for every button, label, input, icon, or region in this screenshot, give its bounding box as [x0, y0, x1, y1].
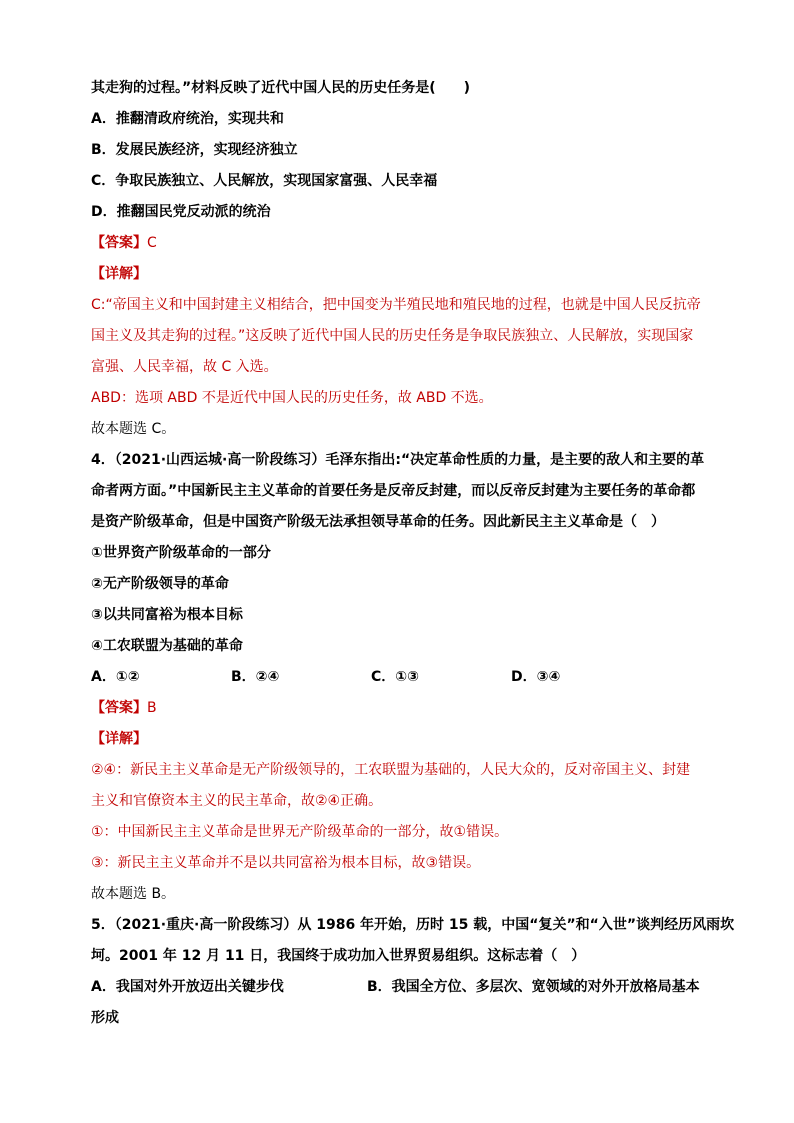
q3-option-a: A．推翻清政府统治，实现共和 [91, 111, 284, 127]
q3-stem-tail: 其走狗的过程。”材料反映了近代中国人民的历史任务是( ) [91, 80, 470, 96]
q3-conclusion: 故本题选 C。 [91, 421, 176, 437]
q4-conclusion: 故本题选 B。 [91, 886, 176, 902]
q4-option-c: C．①③ [371, 669, 419, 685]
q4-statement-3: ③以共同富裕为根本目标 [91, 607, 243, 623]
q3-answer-label: 【答案】 [91, 235, 147, 251]
q4-answer-value: B [147, 700, 157, 716]
q3-answer-value: C [147, 235, 157, 251]
q4-stem-line: 命者两方面。”中国新民主主义革命的首要任务是反帝反封建，而以反帝反封建为主要任务的革命都 [91, 483, 696, 499]
q4-statement-1: ①世界资产阶级革命的一部分 [91, 545, 271, 561]
q4-option-d: D．③④ [511, 669, 561, 685]
q3-option-c: C．争取民族独立、人民解放，实现国家富强、人民幸福 [91, 173, 438, 189]
q4-detail-line: ③：新民主主义革命并不是以共同富裕为根本目标，故③错误。 [91, 855, 481, 871]
q4-option-a: A．①② [91, 669, 140, 685]
q5-option-a: A．我国对外开放迈出关键步伐 [91, 979, 284, 995]
q4-detail-line: 主义和官僚资本主义的民主革命，故②④正确。 [91, 793, 383, 809]
q3-detail-line: 富强、人民幸福，故 C 入选。 [91, 359, 278, 375]
q3-detail-line: 国主义及其走狗的过程。”这反映了近代中国人民的历史任务是争取民族独立、人民解放，实现国家 [91, 328, 694, 344]
q3-detail-line: ABD：选项 ABD 不是近代中国人民的历史任务，故 ABD 不选。 [91, 390, 493, 406]
q3-detail-label: 【详解】 [91, 266, 147, 282]
q4-detail-line: ①：中国新民主主义革命是世界无产阶级革命的一部分，故①错误。 [91, 824, 509, 840]
q4-option-b: B．②④ [231, 669, 280, 685]
q4-stem-line: 4．（2021·山西运城·高一阶段练习）毛泽东指出:“决定革命性质的力量，是主要的敌人和主要的革 [91, 452, 705, 468]
q5-options-row [91, 977, 703, 997]
q3-detail-line: C:“帝国主义和中国封建主义相结合，把中国变为半殖民地和殖民地的过程，也就是中国人民反抗帝 [91, 297, 701, 313]
q3-option-b: B．发展民族经济，实现经济独立 [91, 142, 298, 158]
q4-detail-label: 【详解】 [91, 731, 147, 747]
q3-answer [91, 233, 703, 253]
q5-option-b: B．我国全方位、多层次、宽领域的对外开放格局基本 [367, 979, 700, 995]
document-page [91, 78, 735, 1028]
q4-detail-line: ②④：新民主主义革命是无产阶级领导的，工农联盟为基础的，人民大众的，反对帝国主义、封建 [91, 762, 691, 778]
q4-statement-2: ②无产阶级领导的革命 [91, 576, 229, 592]
q5-stem-line: 坷。2001 年 12 月 11 日，我国终于成功加入世界贸易组织。这标志着（ ） [91, 948, 586, 964]
q4-stem-line: 是资产阶级革命，但是中国资产阶级无法承担领导革命的任务。因此新民主主义革命是（ ） [91, 514, 665, 530]
q4-statement-4: ④工农联盟为基础的革命 [91, 638, 243, 654]
q4-answer-label: 【答案】 [91, 700, 147, 716]
q4-options-row [91, 667, 703, 687]
q5-stem-line: 5．（2021·重庆·高一阶段练习）从 1986 年开始，历时 15 载，中国“复关”和“入世”谈判经历风雨坎 [91, 917, 735, 933]
q4-answer [91, 698, 703, 718]
q3-option-d: D．推翻国民党反动派的统治 [91, 204, 271, 220]
q5-option-b-continued: 形成 [91, 1010, 119, 1026]
